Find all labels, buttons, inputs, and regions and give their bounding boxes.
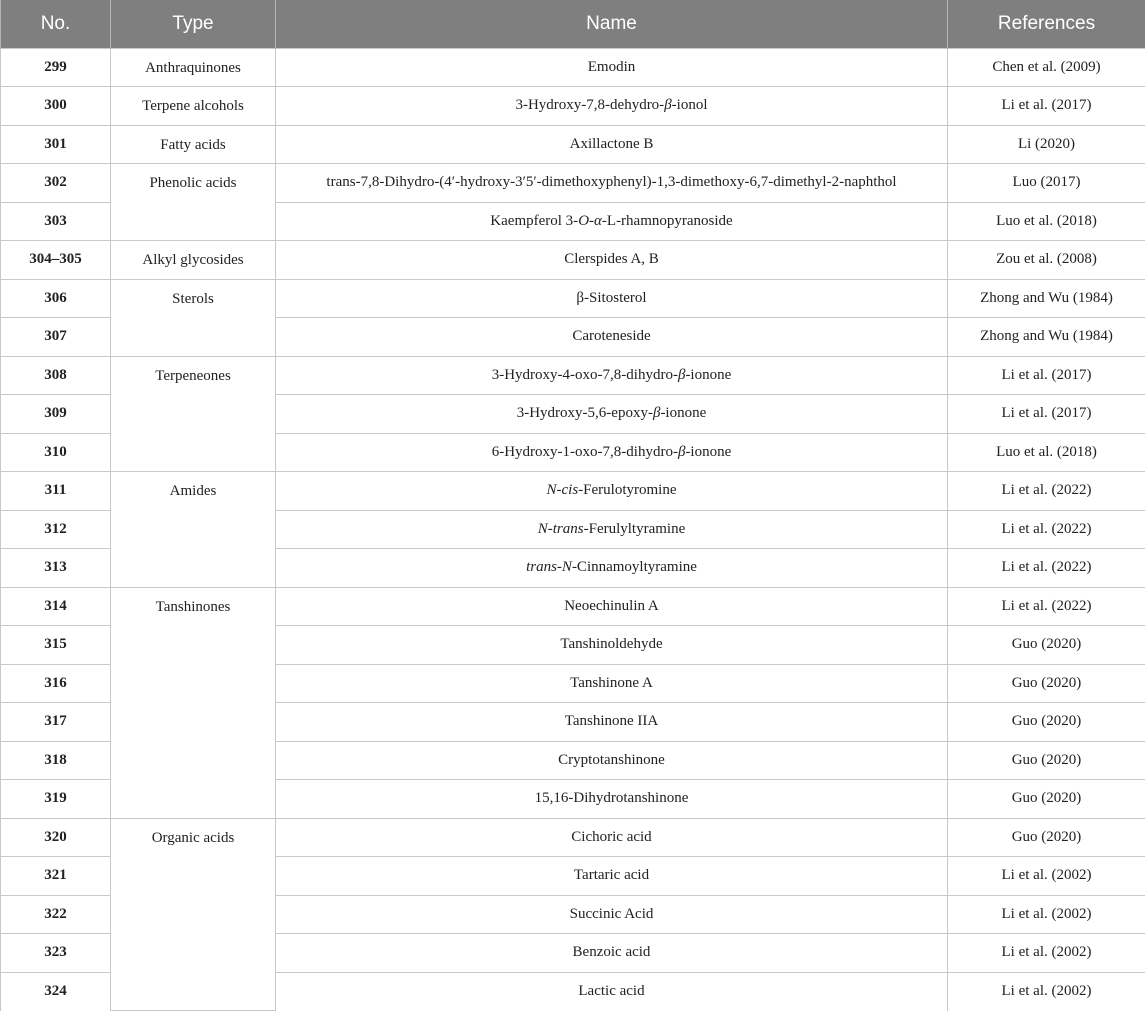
compound-name: Cichoric acid (276, 818, 948, 857)
compound-name: Tanshinone IIA (276, 703, 948, 742)
table-header (1, 0, 1145, 48)
compound-name: Emodin (276, 48, 948, 87)
table-row (1, 164, 1145, 203)
compound-reference: Li et al. (2017) (948, 87, 1145, 126)
compound-name: Succinic Acid (276, 895, 948, 934)
table-row (1, 279, 1145, 318)
compound-name: Neoechinulin A (276, 587, 948, 626)
compound-number: 317 (1, 703, 111, 742)
compound-reference: Chen et al. (2009) (948, 48, 1145, 87)
compound-name: β-Sitosterol (276, 279, 948, 318)
compound-name: Clerspides A, B (276, 241, 948, 280)
compound-name: N-trans-Ferulyltyramine (276, 510, 948, 549)
compound-reference: Li et al. (2022) (948, 549, 1145, 588)
compound-name: Cryptotanshinone (276, 741, 948, 780)
compound-name: Caroteneside (276, 318, 948, 357)
header-name: Name (276, 0, 948, 48)
header-references: References (948, 0, 1145, 48)
compound-reference: Li et al. (2022) (948, 510, 1145, 549)
compound-name: N-cis-Ferulotyromine (276, 472, 948, 511)
compound-reference: Zhong and Wu (1984) (948, 318, 1145, 357)
compound-name: trans-N-Cinnamoyltyramine (276, 549, 948, 588)
compound-number: 320 (1, 818, 111, 857)
compound-number: 304–305 (1, 241, 111, 280)
compound-reference: Zou et al. (2008) (948, 241, 1145, 280)
compound-number: 306 (1, 279, 111, 318)
compound-reference: Li (2020) (948, 125, 1145, 164)
compound-number: 307 (1, 318, 111, 357)
compound-number: 302 (1, 164, 111, 203)
compound-reference: Guo (2020) (948, 664, 1145, 703)
compound-name: trans-7,8-Dihydro-(4′-hydroxy-3′5′-dimethoxyphenyl)-1,3-dimethoxy-6,7-dimethyl-2-naphthol (276, 164, 948, 203)
compound-reference: Li et al. (2017) (948, 356, 1145, 395)
compound-reference: Li et al. (2022) (948, 587, 1145, 626)
table-row (1, 87, 1145, 126)
compound-number: 316 (1, 664, 111, 703)
header-row (1, 0, 1145, 48)
compound-name: Benzoic acid (276, 934, 948, 973)
compound-number: 301 (1, 125, 111, 164)
compound-name: Tartaric acid (276, 857, 948, 896)
compound-number: 310 (1, 433, 111, 472)
compound-number: 319 (1, 780, 111, 819)
compound-type: Fatty acids (111, 125, 276, 164)
compound-name: Tanshinoldehyde (276, 626, 948, 665)
compound-number: 300 (1, 87, 111, 126)
compound-type: Terpeneones (111, 356, 276, 472)
compound-reference: Li et al. (2002) (948, 934, 1145, 973)
compound-reference: Luo et al. (2018) (948, 202, 1145, 241)
compound-reference: Guo (2020) (948, 780, 1145, 819)
compound-name: 6-Hydroxy-1-oxo-7,8-dihydro-β-ionone (276, 433, 948, 472)
table-body (1, 48, 1145, 1011)
compound-reference: Li et al. (2002) (948, 857, 1145, 896)
compound-number: 323 (1, 934, 111, 973)
compound-name: 3-Hydroxy-7,8-dehydro-β-ionol (276, 87, 948, 126)
compound-reference: Zhong and Wu (1984) (948, 279, 1145, 318)
table-row (1, 241, 1145, 280)
compound-type: Amides (111, 472, 276, 588)
compound-number: 308 (1, 356, 111, 395)
compound-number: 313 (1, 549, 111, 588)
compound-reference: Guo (2020) (948, 626, 1145, 665)
compound-reference: Li et al. (2002) (948, 972, 1145, 1011)
compound-type: Organic acids (111, 818, 276, 1011)
table-row (1, 587, 1145, 626)
compound-name: Tanshinone A (276, 664, 948, 703)
compound-name: 3-Hydroxy-5,6-epoxy-β-ionone (276, 395, 948, 434)
compound-reference: Li et al. (2022) (948, 472, 1145, 511)
compound-type: Phenolic acids (111, 164, 276, 241)
compound-number: 321 (1, 857, 111, 896)
compound-reference: Luo (2017) (948, 164, 1145, 203)
compound-type: Alkyl glycosides (111, 241, 276, 280)
compound-type: Sterols (111, 279, 276, 356)
header-type: Type (111, 0, 276, 48)
compound-number: 318 (1, 741, 111, 780)
compound-number: 312 (1, 510, 111, 549)
compound-type: Tanshinones (111, 587, 276, 818)
compound-reference: Guo (2020) (948, 741, 1145, 780)
table-row (1, 48, 1145, 87)
compound-number: 315 (1, 626, 111, 665)
table-row (1, 472, 1145, 511)
compound-reference: Li et al. (2017) (948, 395, 1145, 434)
compound-name: Axillactone B (276, 125, 948, 164)
compound-type: Anthraquinones (111, 48, 276, 87)
compound-number: 314 (1, 587, 111, 626)
compound-number: 311 (1, 472, 111, 511)
compound-number: 299 (1, 48, 111, 87)
compound-reference: Li et al. (2002) (948, 895, 1145, 934)
compound-type: Terpene alcohols (111, 87, 276, 126)
compound-name: Kaempferol 3-O-α-L-rhamnopyranoside (276, 202, 948, 241)
table-row (1, 818, 1145, 857)
compound-number: 303 (1, 202, 111, 241)
compound-name: Lactic acid (276, 972, 948, 1011)
compound-name: 3-Hydroxy-4-oxo-7,8-dihydro-β-ionone (276, 356, 948, 395)
header-no: No. (1, 0, 111, 48)
compound-number: 309 (1, 395, 111, 434)
compound-reference: Guo (2020) (948, 818, 1145, 857)
compound-number: 322 (1, 895, 111, 934)
compound-reference: Guo (2020) (948, 703, 1145, 742)
table-row (1, 125, 1145, 164)
compound-reference: Luo et al. (2018) (948, 433, 1145, 472)
table-row (1, 356, 1145, 395)
compound-name: 15,16-Dihydrotanshinone (276, 780, 948, 819)
compound-number: 324 (1, 972, 111, 1011)
